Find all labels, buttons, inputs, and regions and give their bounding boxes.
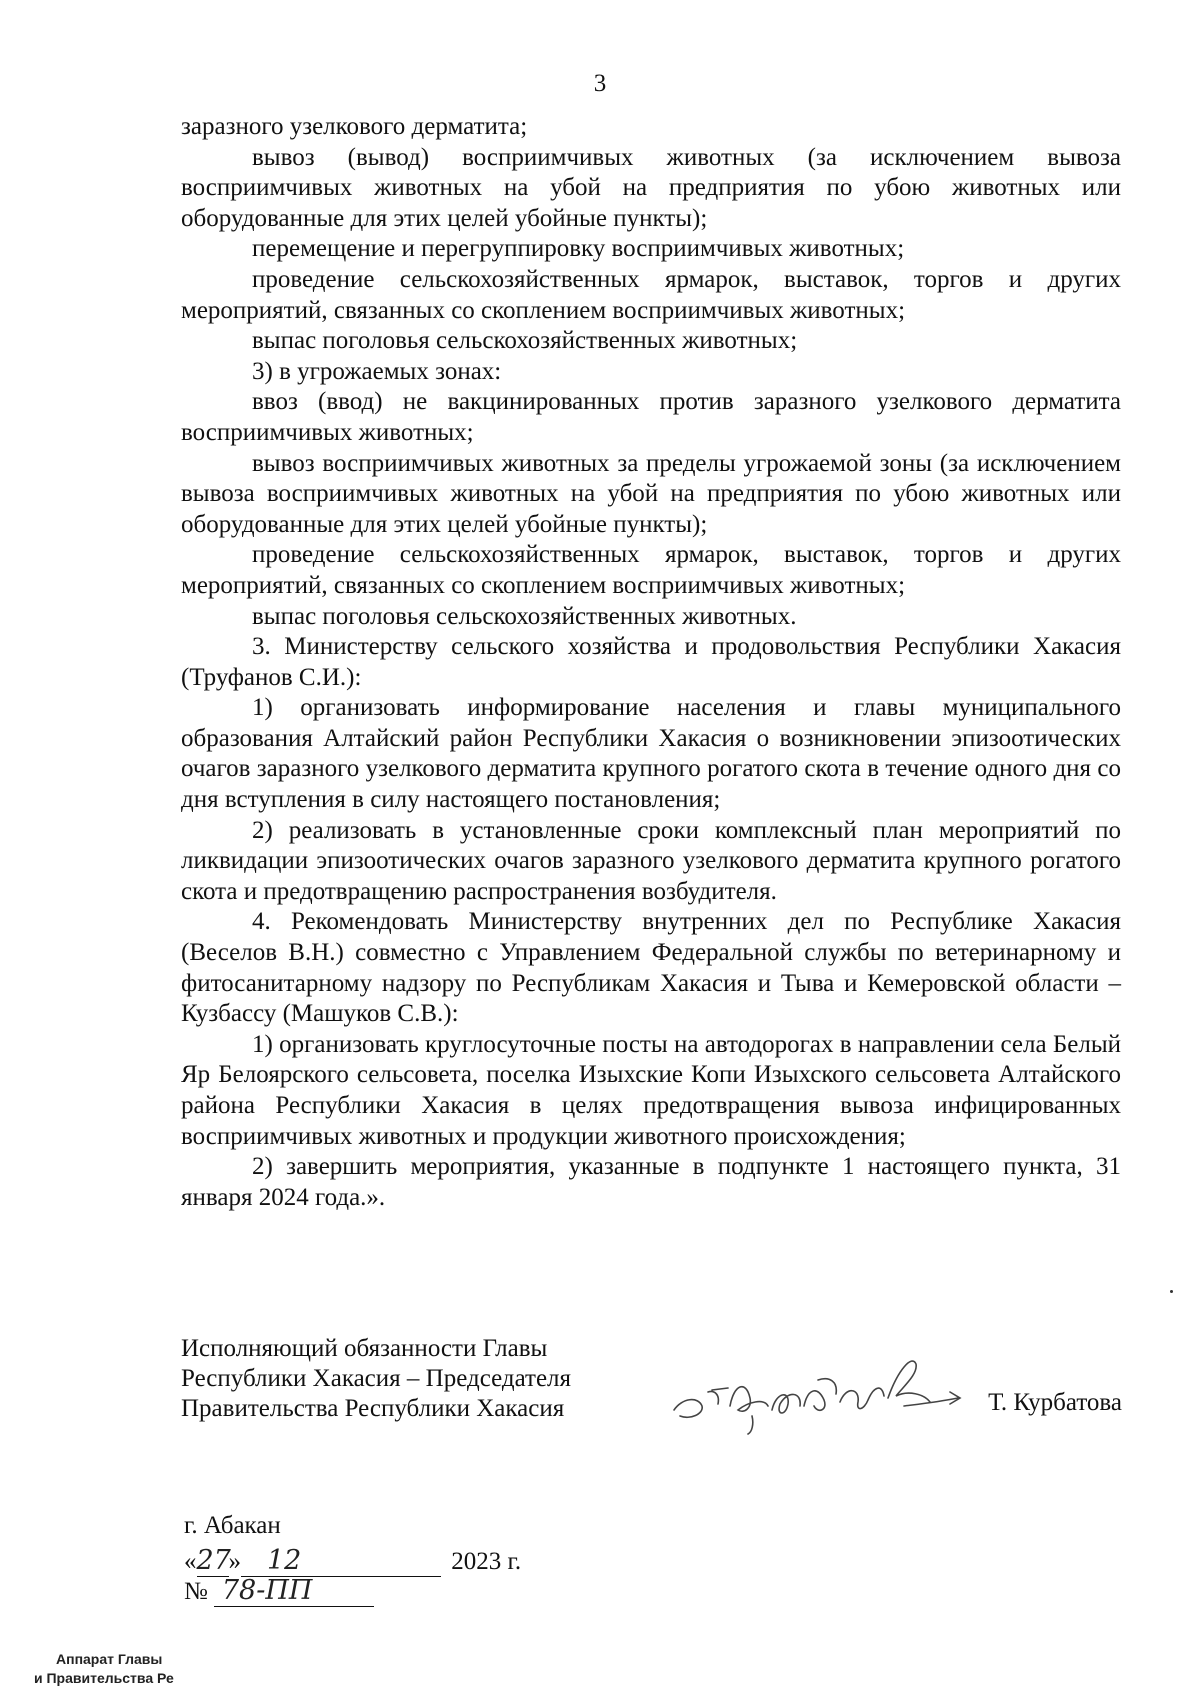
signature-title-line: Исполняющий обязанности Главы xyxy=(181,1335,548,1362)
close-quote: » xyxy=(228,1548,241,1575)
paragraph: 4. Рекомендовать Министерству внутренних дел по Республике Хакасия (Веселов В.Н.) совместно с Управлением Федеральной службы по ветеринарному и фитосанитарному надзору по Республикам Хакасия и Тыва и Кемеровской области – Кузбассу (Машуков С.В.): xyxy=(181,908,1121,1028)
handwritten-signature xyxy=(668,1340,968,1435)
city: г. Абакан xyxy=(184,1512,281,1539)
paragraph: выпас поголовья сельскохозяйственных животных. xyxy=(252,602,797,630)
paragraph: вывоз (вывод) восприимчивых животных (за исключением вывоза восприимчивых животных на убой на предприятия по убою животных или оборудованные для этих целей убойные пункты); xyxy=(181,143,1121,232)
paragraph: заразного узелкового дерматита; xyxy=(181,113,528,140)
date-day: 27 xyxy=(196,1545,231,1576)
paragraph: 1) организовать круглосуточные посты на автодорогах в направлении села Белый Яр Белоярского сельсовета, поселка Изыхские Копи Изыхского сельсовета Алтайского района Республики Хакасия в целях предотвращения вывоза инфицированных восприимчивых животных и продукции животного происхождения; xyxy=(181,1030,1121,1150)
scan-speck xyxy=(1170,1290,1173,1293)
paragraph: 2) реализовать в установленные сроки комплексный план мероприятий по ликвидации эпизоотических очагов заразного узелкового дерматита крупного рогатого скота и предотвращению распространения возбудителя. xyxy=(181,816,1121,905)
paragraph: выпас поголовья сельскохозяйственных животных; xyxy=(252,327,798,355)
stamp xyxy=(34,1650,174,1688)
date-month: 12 xyxy=(267,1545,302,1576)
number-value: 78-ПП xyxy=(221,1575,313,1606)
number-sign: № xyxy=(184,1578,208,1605)
paragraph: 1) организовать информирование населения и главы муниципального образования Алтайский район Республики Хакасия о возникновении эпизоотических очагов заразного узелкового дерматита крупного рогатого скота в течение одного дня со дня вступления в силу настоящего постановления; xyxy=(181,694,1121,814)
stamp-line: Аппарат Главы xyxy=(56,1651,163,1667)
paragraph: 3) в угрожаемых зонах: xyxy=(252,357,502,385)
document-number xyxy=(184,1575,374,1607)
paragraph: вывоз восприимчивых животных за пределы угрожаемой зоны (за исключением вывоза восприимчивых животных на убой на предприятия по убою животных или оборудованные для этих целей убойные пункты); xyxy=(181,449,1121,538)
signature-title xyxy=(181,1334,571,1424)
signature-title-line: Республики Хакасия – Председателя xyxy=(181,1365,572,1392)
stamp-line: и Правительства Ре xyxy=(34,1670,174,1686)
date-line xyxy=(184,1545,521,1579)
body-text xyxy=(181,112,1121,1213)
paragraph: ввоз (ввод) не вакцинированных против заразного узелкового дерматита восприимчивых животных; xyxy=(181,388,1121,446)
open-quote: « xyxy=(184,1548,197,1575)
paragraph: проведение сельскохозяйственных ярмарок, выставок, торгов и других мероприятий, связанных со скоплением восприимчивых животных; xyxy=(181,541,1121,599)
paragraph: проведение сельскохозяйственных ярмарок, выставок, торгов и других мероприятий, связанных со скоплением восприимчивых животных; xyxy=(181,265,1121,324)
date-year: 2023 г. xyxy=(451,1548,522,1575)
paragraph: 2) завершить мероприятия, указанные в подпункте 1 настоящего пункта, 31 января 2024 года.». xyxy=(181,1153,1121,1211)
signer-name: Т. Курбатова xyxy=(988,1389,1122,1416)
paragraph: 3. Министерству сельского хозяйства и продовольствия Республики Хакасия (Труфанов С.И.): xyxy=(181,633,1121,691)
page-number: 3 xyxy=(593,70,607,97)
paragraph: перемещение и перегруппировку восприимчивых животных; xyxy=(252,235,905,263)
signature-title-line: Правительства Республики Хакасия xyxy=(181,1395,565,1422)
